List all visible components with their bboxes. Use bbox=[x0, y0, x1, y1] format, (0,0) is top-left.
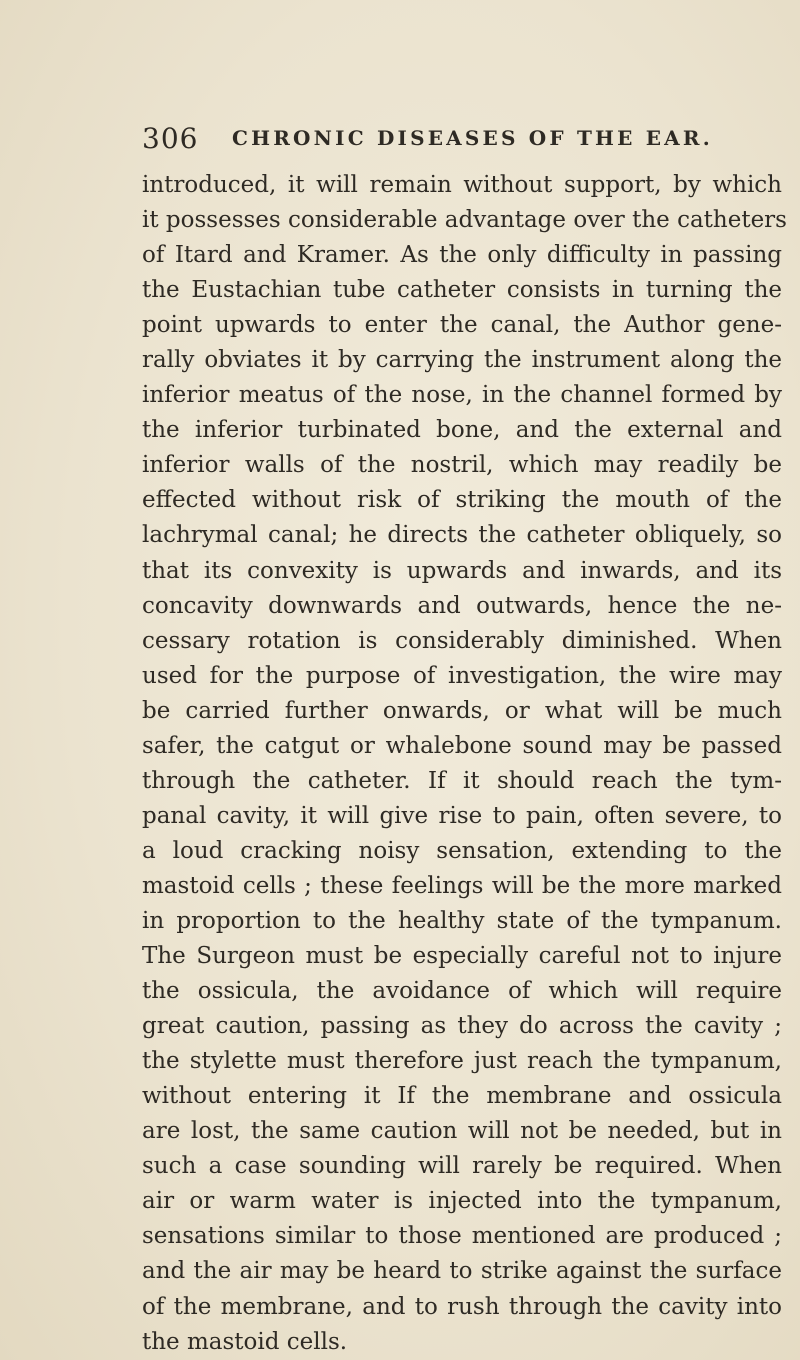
text-line: The Surgeon must be especially careful not to injure bbox=[142, 943, 782, 970]
text-line: lachrymal canal; he directs the catheter obliquely, so bbox=[142, 522, 782, 549]
text-line: the Eustachian tube catheter consists in turning the bbox=[142, 277, 782, 304]
text-line: without entering it If the membrane and ossicula bbox=[142, 1083, 782, 1110]
text-line: the inferior turbinated bone, and the external and bbox=[142, 417, 782, 444]
text-line: be carried further onwards, or what will be much bbox=[142, 697, 782, 724]
text-line: of Itard and Kramer. As the only difficulty in passing bbox=[142, 242, 782, 269]
text-line: the stylette must therefore just reach the tympanum, bbox=[142, 1048, 782, 1075]
page-number: 306 bbox=[142, 122, 199, 155]
text-line: the ossicula, the avoidance of which will require bbox=[142, 978, 782, 1005]
text-line: such a case sounding will rarely be required. When bbox=[142, 1153, 782, 1180]
text-line: air or warm water is injected into the tympanum, bbox=[142, 1188, 782, 1215]
text-line: effected without risk of striking the mouth of the bbox=[142, 487, 782, 514]
text-line: concavity downwards and outwards, hence the ne- bbox=[142, 592, 782, 619]
text-line: great caution, passing as they do across the cavity ; bbox=[142, 1013, 782, 1040]
text-line: sensations similar to those mentioned are produced ; bbox=[142, 1223, 782, 1250]
text-line: safer, the catgut or whalebone sound may be passed bbox=[142, 732, 782, 759]
body-text bbox=[142, 168, 787, 1360]
text-line: introduced, it will remain without support, by which bbox=[142, 172, 782, 198]
text-line: cessary rotation is considerably diminished. When bbox=[142, 627, 782, 654]
text-line: used for the purpose of investigation, the wire may bbox=[142, 662, 782, 689]
text-line: inferior meatus of the nose, in the channel formed by bbox=[142, 382, 782, 409]
text-line: a loud cracking noisy sensation, extending to the bbox=[142, 837, 782, 864]
text-line: rally obviates it by carrying the instrument along the bbox=[142, 347, 782, 374]
text-line: through the catheter. If it should reach the tym- bbox=[142, 767, 782, 794]
text-line: mastoid cells ; these feelings will be the more marked bbox=[142, 872, 782, 899]
text-line: panal cavity, it will give rise to pain, often severe, to bbox=[142, 802, 782, 829]
text-line: it possesses considerable advantage over the catheters bbox=[142, 207, 787, 234]
text-line: and the air may be heard to strike against the surface bbox=[142, 1258, 782, 1285]
text-line: inferior walls of the nostril, which may readily be bbox=[142, 452, 782, 479]
running-title: CHRONIC DISEASES OF THE EAR. bbox=[232, 126, 713, 150]
text-line: the mastoid cells. bbox=[142, 1328, 348, 1355]
text-line: in proportion to the healthy state of the tympanum. bbox=[142, 907, 782, 934]
text-line: are lost, the same caution will not be needed, but in bbox=[142, 1118, 782, 1145]
text-line: of the membrane, and to rush through the cavity into bbox=[142, 1293, 782, 1320]
text-line: that its convexity is upwards and inwards, and its bbox=[142, 557, 782, 584]
text-line: point upwards to enter the canal, the Author gene- bbox=[142, 312, 782, 339]
running-head bbox=[142, 122, 782, 158]
